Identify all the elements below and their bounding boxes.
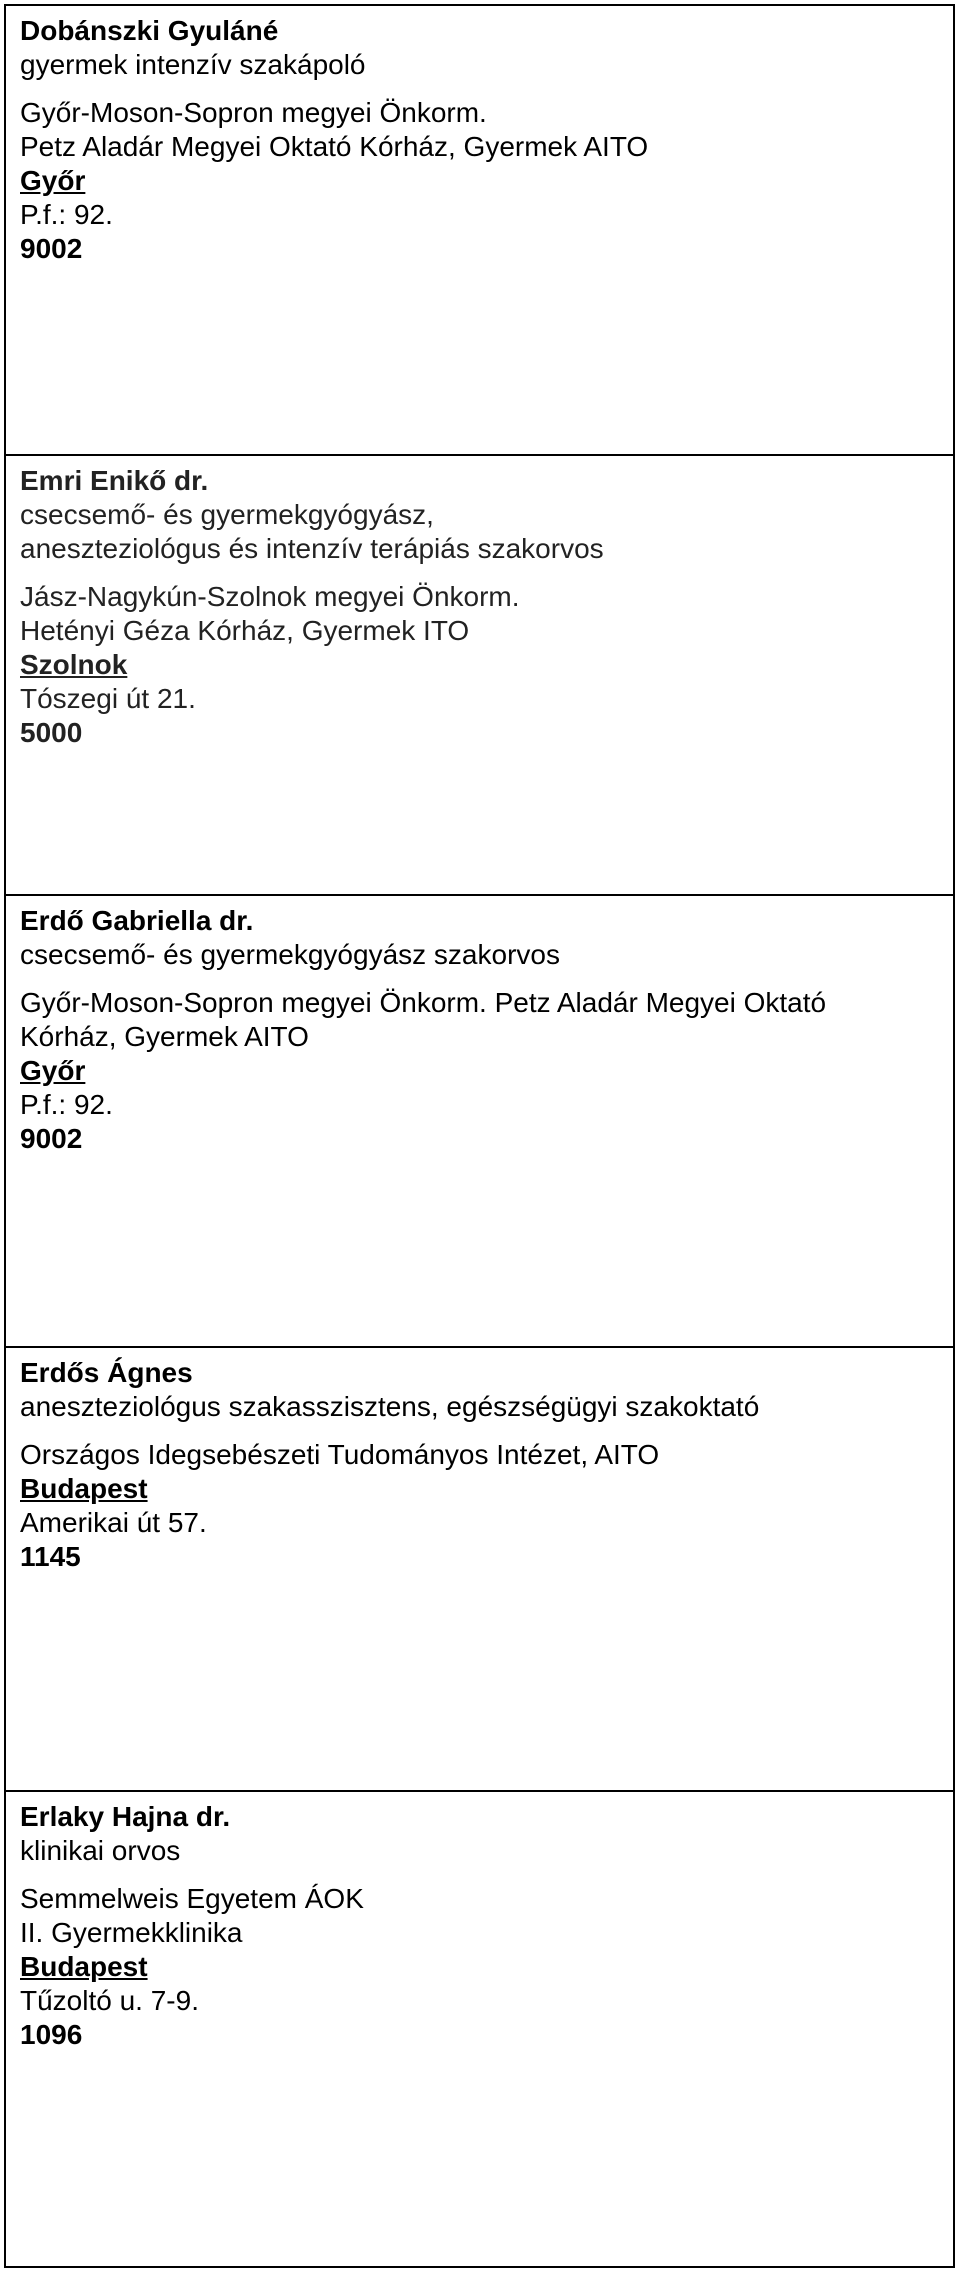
city: Budapest	[20, 1951, 148, 1982]
person-name: Erdő Gabriella dr.	[20, 905, 254, 936]
zip-code: 1145	[20, 1541, 81, 1572]
institution-line: Semmelweis Egyetem ÁOK	[20, 1883, 364, 1914]
institution-line: Hetényi Géza Kórház, Gyermek ITO	[20, 615, 470, 646]
zip-code: 9002	[20, 1123, 83, 1154]
directory-entry	[4, 456, 955, 896]
street-address: Tűzoltó u. 7-9.	[20, 1985, 199, 2016]
street-address: Amerikai út 57.	[20, 1507, 207, 1538]
person-title: aneszteziológus és intenzív terápiás szakorvos	[20, 533, 604, 564]
person-name: Dobánszki Gyuláné	[20, 15, 279, 46]
person-title: aneszteziológus szakasszisztens, egészségügyi szakoktató	[20, 1391, 760, 1422]
person-title: gyermek intenzív szakápoló	[20, 49, 366, 80]
institution-line: Petz Aladár Megyei Oktató Kórház, Gyermek AITO	[20, 131, 649, 162]
person-name: Emri Enikő dr.	[20, 465, 209, 496]
directory-table	[4, 4, 955, 2268]
city: Győr	[20, 1055, 86, 1086]
person-title: klinikai orvos	[20, 1835, 181, 1866]
directory-entry	[4, 896, 955, 1348]
directory-entry	[4, 1348, 955, 1792]
directory-entry	[4, 4, 955, 456]
institution-line: Kórház, Gyermek AITO	[20, 1021, 309, 1052]
institution-line: Országos Idegsebészeti Tudományos Intézet, AITO	[20, 1439, 660, 1470]
street-address: P.f.: 92.	[20, 1089, 113, 1120]
street-address: P.f.: 92.	[20, 199, 113, 230]
institution-line: Győr-Moson-Sopron megyei Önkorm.	[20, 97, 487, 128]
zip-code: 5000	[20, 717, 83, 748]
city: Budapest	[20, 1473, 148, 1504]
person-name: Erdős Ágnes	[20, 1357, 193, 1388]
zip-code: 9002	[20, 233, 83, 264]
city: Győr	[20, 165, 86, 196]
person-title: csecsemő- és gyermekgyógyász,	[20, 499, 434, 530]
institution-line: Győr-Moson-Sopron megyei Önkorm. Petz Aladár Megyei Oktató	[20, 987, 827, 1018]
zip-code: 1096	[20, 2019, 83, 2050]
person-title: csecsemő- és gyermekgyógyász szakorvos	[20, 939, 560, 970]
city: Szolnok	[20, 649, 128, 680]
directory-entry	[4, 1792, 955, 2268]
institution-line: II. Gyermekklinika	[20, 1917, 243, 1948]
person-name: Erlaky Hajna dr.	[20, 1801, 231, 1832]
street-address: Tószegi út 21.	[20, 683, 196, 714]
institution-line: Jász-Nagykún-Szolnok megyei Önkorm.	[20, 581, 520, 612]
